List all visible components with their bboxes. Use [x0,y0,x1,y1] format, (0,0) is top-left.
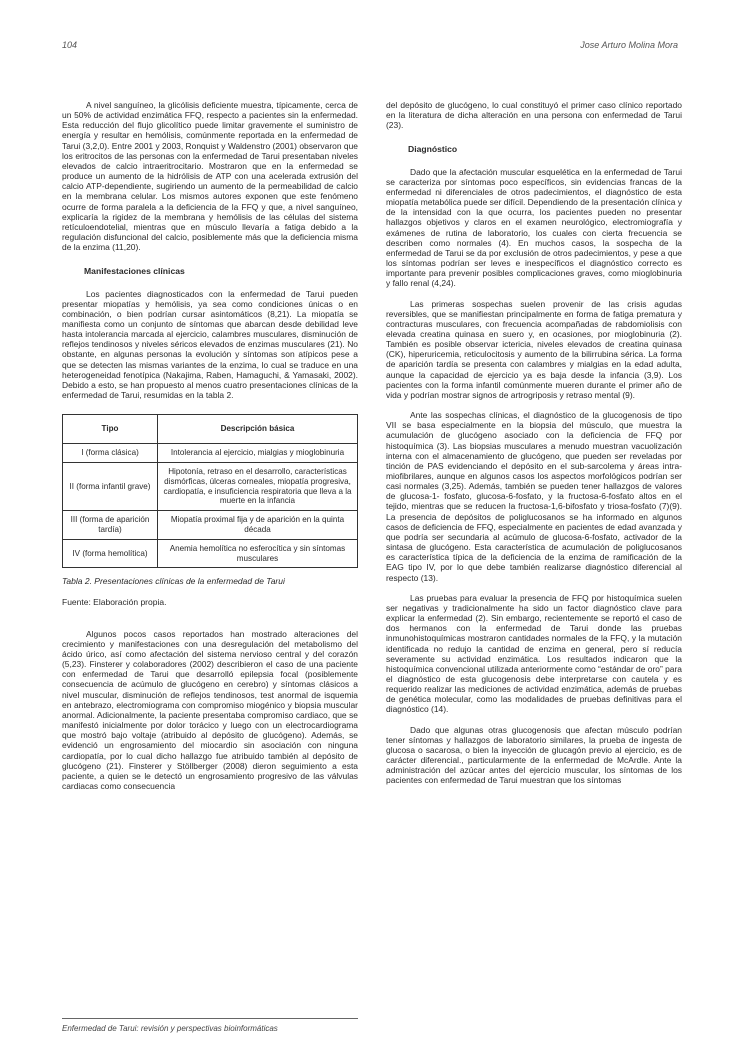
footer-rule [62,1018,358,1019]
table-row [63,463,358,511]
table-caption: Tabla 2. Presentaciones clínicas de la enfermedad de Tarui [62,576,285,587]
section-heading-diagnostico: Diagnóstico [408,144,458,155]
paragraph: Dado que algunas otras glucogenosis que afectan músculo podrían tener síntomas y hallazgos de laboratorio similares, la prueba de ingesta de glucosa o sacarosa, o bien la inyección de glucagón previo al ejercicio, es de carácter diferencial., particularmente de la enfermedad de McArdle. Ante la administración del azúcar antes del ejercicio muscular, los síntomas de los pacientes con enfermedad de Tarui muestran que los síntomas [386,724,682,786]
paragraph: Las pruebas para evaluar la presencia de FFQ por histoquímica suelen ser negativas y tradicionalmente ha sido un factor diagnóstico clave para explicar la enfermedad (2). Sin embargo, recientemente se reportó el caso de dos hermanos con la enfermedad de Tarui donde las pruebas inmunohistoquímicas mostraron cantidades normales de la FFQ, y la mutación identificada no redujo la cantidad de enzima en general, pero sí reducía severamente su actividad enzimática. Los resultados indicaron que la histoquímica convencional utilizada anteriormente como “estándar de oro” para el diagnóstico de esta glucogenosis debe interpretarse con cautela y es requerido realizar las mediciones de actividad enzimática, además de pruebas de genética molecular, como las modalidades de pruebas definitivas para el diagnóstico (14). [386,592,682,715]
cell-descripcion: Anemia hemolítica no esferocítica y sin síntomas musculares [158,539,358,568]
cell-descripcion: Hipotonía, retraso en el desarrollo, características dismórficas, úlceras corneales, miopatía progresiva, cardiopatía, e insuficiencia respiratoria que lleva a la muerte en la infancia [158,463,358,511]
paragraph: del depósito de glucógeno, lo cual constituyó el primer caso clínico reportado en la literatura de dicha alteración en una persona con enfermedad de Tarui (23). [386,100,682,131]
paragraph: Algunos pocos casos reportados han mostrado alteraciones del crecimiento y manifestaciones con una desregulación del metabolismo del ácido úrico, así como afectación del sistema nervioso central y del corazón (5,23). Finsterer y colaboradores (2002) describieron el caso de una paciente con enfermedad de Tarui que desarrolló epilepsia focal (posiblemente consecuencia de acúmulo de glucógeno en cerebro) y síntomas clásicos a nivel muscular, disminución de reflejos tendinosos, test anormal de isquemia en antebrazo, electromiograma con compromiso miogénico y biopsia muscular anormal. Adicionalmente, la paciente presentaba compromiso cardiaco, que se manifestó inicialmente por dolor torácico y luego con un electrocardiograma que mostró bajo voltaje (atribuido al depósito de glucógeno). Además, se evidenció un engrosamiento del miocardio sin asociación con ninguna cardiopatía, por lo cual dicho hallazgo fue atribuido también al depósito de glucógeno (21). Finsterer y Stöllberger (2008) dieron seguimiento a esta paciente, a quien se le detectó un engrosamiento progresivo de las válvulas cardiacas como consecuencia [62,628,358,792]
section-heading-manifestaciones: Manifestaciones clínicas [84,266,185,277]
paragraph: Dado que la afectación muscular esquelética en la enfermedad de Tarui se caracteriza por síntomas poco específicos, sin evidencias francas de la enfermedad ni diferenciales de otros padecimientos, el diagnóstico de esta miopatía metabólica puede ser difícil. Dependiendo de la presentación clínica y de la intensidad con la que ocurra, los pacientes pueden no presentar hallazgos objetivos y claros en el examen neurológico, electromiografía y exámenes de rutina de laboratorio, los cuales con cierta frecuencia se describen como normales (4). En muchos casos, la sospecha de la enfermedad de Tarui se da por exclusión de otros padecimientos, y pese a que los síntomas podrían ser leves e inespecíficos el diagnóstico correcto es importante para prevenir posibles complicaciones graves, como mioglobinuria y fallo renal (4,24). [386,166,682,289]
paragraph: A nivel sanguíneo, la glicólisis deficiente muestra, típicamente, cerca de un 50% de actividad enzimática FFQ, respecto a pacientes sin la enfermedad. Esta reducción del flujo glicolítico puede limitar gravemente el suministro de energía y resultar en hemólisis, comúnmente reportada en la enfermedad de Tarui (3,2,0). Entre 2001 y 2003, Ronquist y Waldenstro (2001) observaron que los eritrocitos de las personas con la enfermedad de Tarui presentaban niveles elevados de calcio intraeritrocitario. Mostraron que en la enfermedad se produce un aumento de la hidrólisis de ATP con una acelerada extrusión del calcio ATP-dependiente, sugiriendo un aumento de la permeabilidad de calcio en la membrana celular. Los mismos autores exponen que este fenómeno ocurre de forma paralela a la deficiencia de la FFQ y que, a nivel sanguíneo, explicaría la rigidez de la membrana y hemólisis de las células del sistema retículoendotelial, mientras que en músculo llevaría a fatiga debido a la regulación disfuncional del calcio, posiblemente más que la deficiencia misma de la enzima (11,20). [62,100,358,253]
table-row [63,539,358,568]
paragraph: Ante las sospechas clínicas, el diagnóstico de la glucogenosis de tipo VII se basa especialmente en la biopsia del músculo, que muestra la acumulación de glucógeno asociado con la deficiencia de FFQ por histoquímica (3). Las biopsias musculares a menudo muestran vacuolización interna con el almacenamiento de glucógeno, que pueden ser reveladas por tinción de PAS evidenciando el depósito en el sub-sarcolema y áreas intra-miofibrilares, aunque en algunos casos los aspectos morfológicos podrían ser casi normales (3,25). Además, también se pueden tener hallazgos de valores de glucosa-1- fosfato, glucosa-6-fosfato, y la fructosa-6-fosfato altos en el tejido, mientras que se reducen la fructosa-1,6-bifosfato y triosa-fosfato (7)(9). La presencia de depósitos de poliglucosanos se ha informado en algunos casos de deficiencia de FFQ, especialmente en pacientes de edad avanzada y que podría ser secundaria al acúmulo de glucosa-6-fosfato, activador de la sintasa de glucógeno. Esta característica de acumulación de poliglucosanos es característica típica de la deficiencia de la enzima de ramificación de la EAG tipo IV, por lo que debe también realizarse diagnóstico diferencial al respecto (13). [386,410,682,583]
cell-descripcion: Miopatía proximal fija y de aparición en la quinta década [158,511,358,540]
table-source: Fuente: Elaboración propia. [62,596,167,607]
cell-tipo: II (forma infantil grave) [63,463,158,511]
table-row [63,444,358,463]
right-column [386,100,682,786]
page-number: 104 [62,40,78,50]
column-header-descripcion: Descripción básica [158,415,358,444]
cell-descripcion: Intolerancia al ejercicio, mialgias y mioglobinuria [158,444,358,463]
cell-tipo: IV (forma hemolítica) [63,539,158,568]
paragraph: Los pacientes diagnosticados con la enfermedad de Tarui pueden presentar miopatías y hemólisis, ya sea como condiciones únicas o en combinación, o bien podrían cursar asintomáticos (8,21). La miopatía se manifiesta como un conjunto de síntomas que abarcan desde debilidad leve hasta intolerancia marcada al ejercicio, calambres musculares, disminución de reflejos tendinosos y niveles séricos elevados de enzimas musculares (21). No obstante, en algunas personas la evolución y síntomas son atípicos pese a que se detecten las mismas variantes de la enzima, lo cual se traduce en una heterogeneidad fenotípica (Nakajima, Raben, Hamaguchi, & Yamasaki, 2002). Debido a esto, se han propuesto al menos cuatro presentaciones clínicas de la enfermedad de Tarui, resumidas en la tabla 2. [62,288,358,401]
paragraph: Las primeras sospechas suelen provenir de las crisis agudas reversibles, que se manifiestan principalmente en forma de fatiga prematura y contracturas musculares, con frecuencia acompañadas de rabdomiolisis con elevada creatina quinasa en suero y, en ocasiones, por mioglobinuria (2). También es posible observar ictericia, niveles elevados de creatina quinasa (CK), hiperuricemia, reticulocitosis y aumento de la bilirrubina sérica. La forma de aparición tardía se presenta con calambres y mialgias en la edad adulta, aunque la capacidad de ejercicio ya es baja desde la infancia (3,9). Los pacientes con la forma infantil comúnmente mueren durante el primer año de vida y podrían mostrar signos de artrogriposis y retraso mental (9). [386,298,682,400]
cell-tipo: I (forma clásica) [63,444,158,463]
table-row [63,511,358,540]
running-header-author: Jose Arturo Molina Mora [580,40,678,50]
table-header-row [63,415,358,444]
left-column [62,100,358,791]
column-header-tipo: Tipo [63,415,158,444]
cell-tipo: III (forma de aparición tardía) [63,511,158,540]
running-footer-title: Enfermedad de Tarui: revisión y perspectivas bioinformáticas [62,1024,278,1033]
clinical-presentations-table [62,414,358,568]
